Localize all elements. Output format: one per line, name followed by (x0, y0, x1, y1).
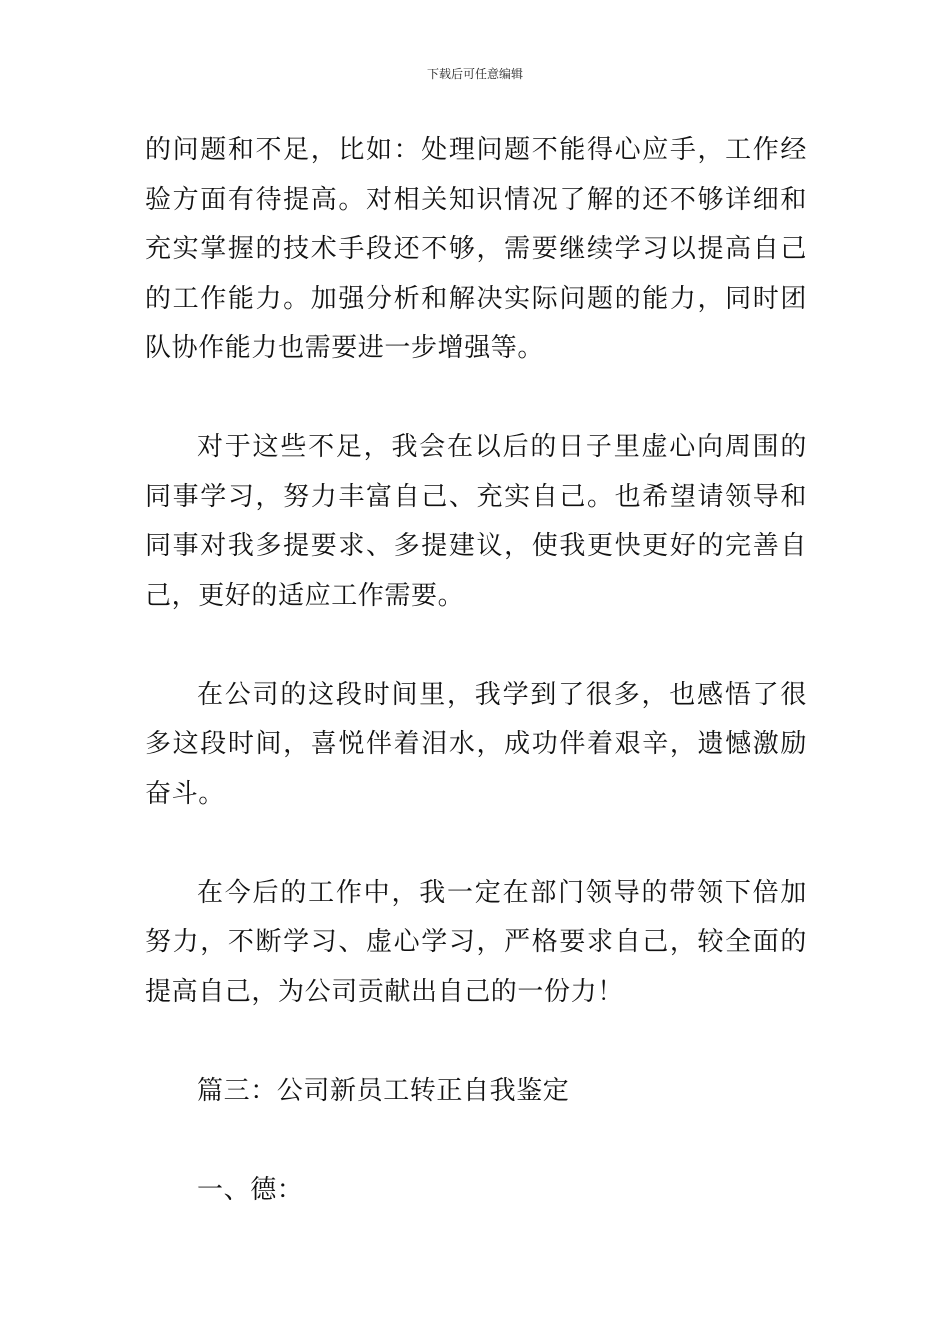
paragraph-gap (145, 819, 807, 869)
header-note: 下载后可任意编辑 (426, 67, 523, 81)
paragraph-gap (145, 1017, 807, 1067)
paragraph-continuation: 的问题和不足，比如：处理问题不能得心应手，工作经验方面有待提高。对相关知识情况了解的还不够详细和充实掌握的技术手段还不够，需要继续学习以提高自己的工作能力。加强分析和解决实际问题的能力，同时团队协作能力也需要进一步增强等。 (145, 135, 807, 363)
paragraph-learning: 在公司的这段时间里，我学到了很多，也感悟了很多这段时间，喜悦伴着泪水，成功伴着艰辛，遗憾激励奋斗。 (145, 679, 807, 809)
subsection-heading: 一、德： (197, 1174, 304, 1205)
paragraph-shortcomings: 对于这些不足，我会在以后的日子里虚心向周围的同事学习，努力丰富自己、充实自己。也希望请领导和同事对我多提要求、多提建议，使我更快更好的完善自己，更好的适应工作需要。 (145, 432, 807, 611)
paragraph-gap (145, 621, 807, 671)
section-heading: 篇三：公司新员工转正自我鉴定 (197, 1075, 570, 1106)
paragraph-gap (145, 1116, 807, 1166)
paragraph-future: 在今后的工作中，我一定在部门领导的带领下倍加努力，不断学习、虚心学习，严格要求自己，较全面的提高自己，为公司贡献出自己的一份力！ (145, 877, 807, 1007)
document-body (145, 126, 807, 1215)
paragraph-gap (145, 374, 807, 424)
